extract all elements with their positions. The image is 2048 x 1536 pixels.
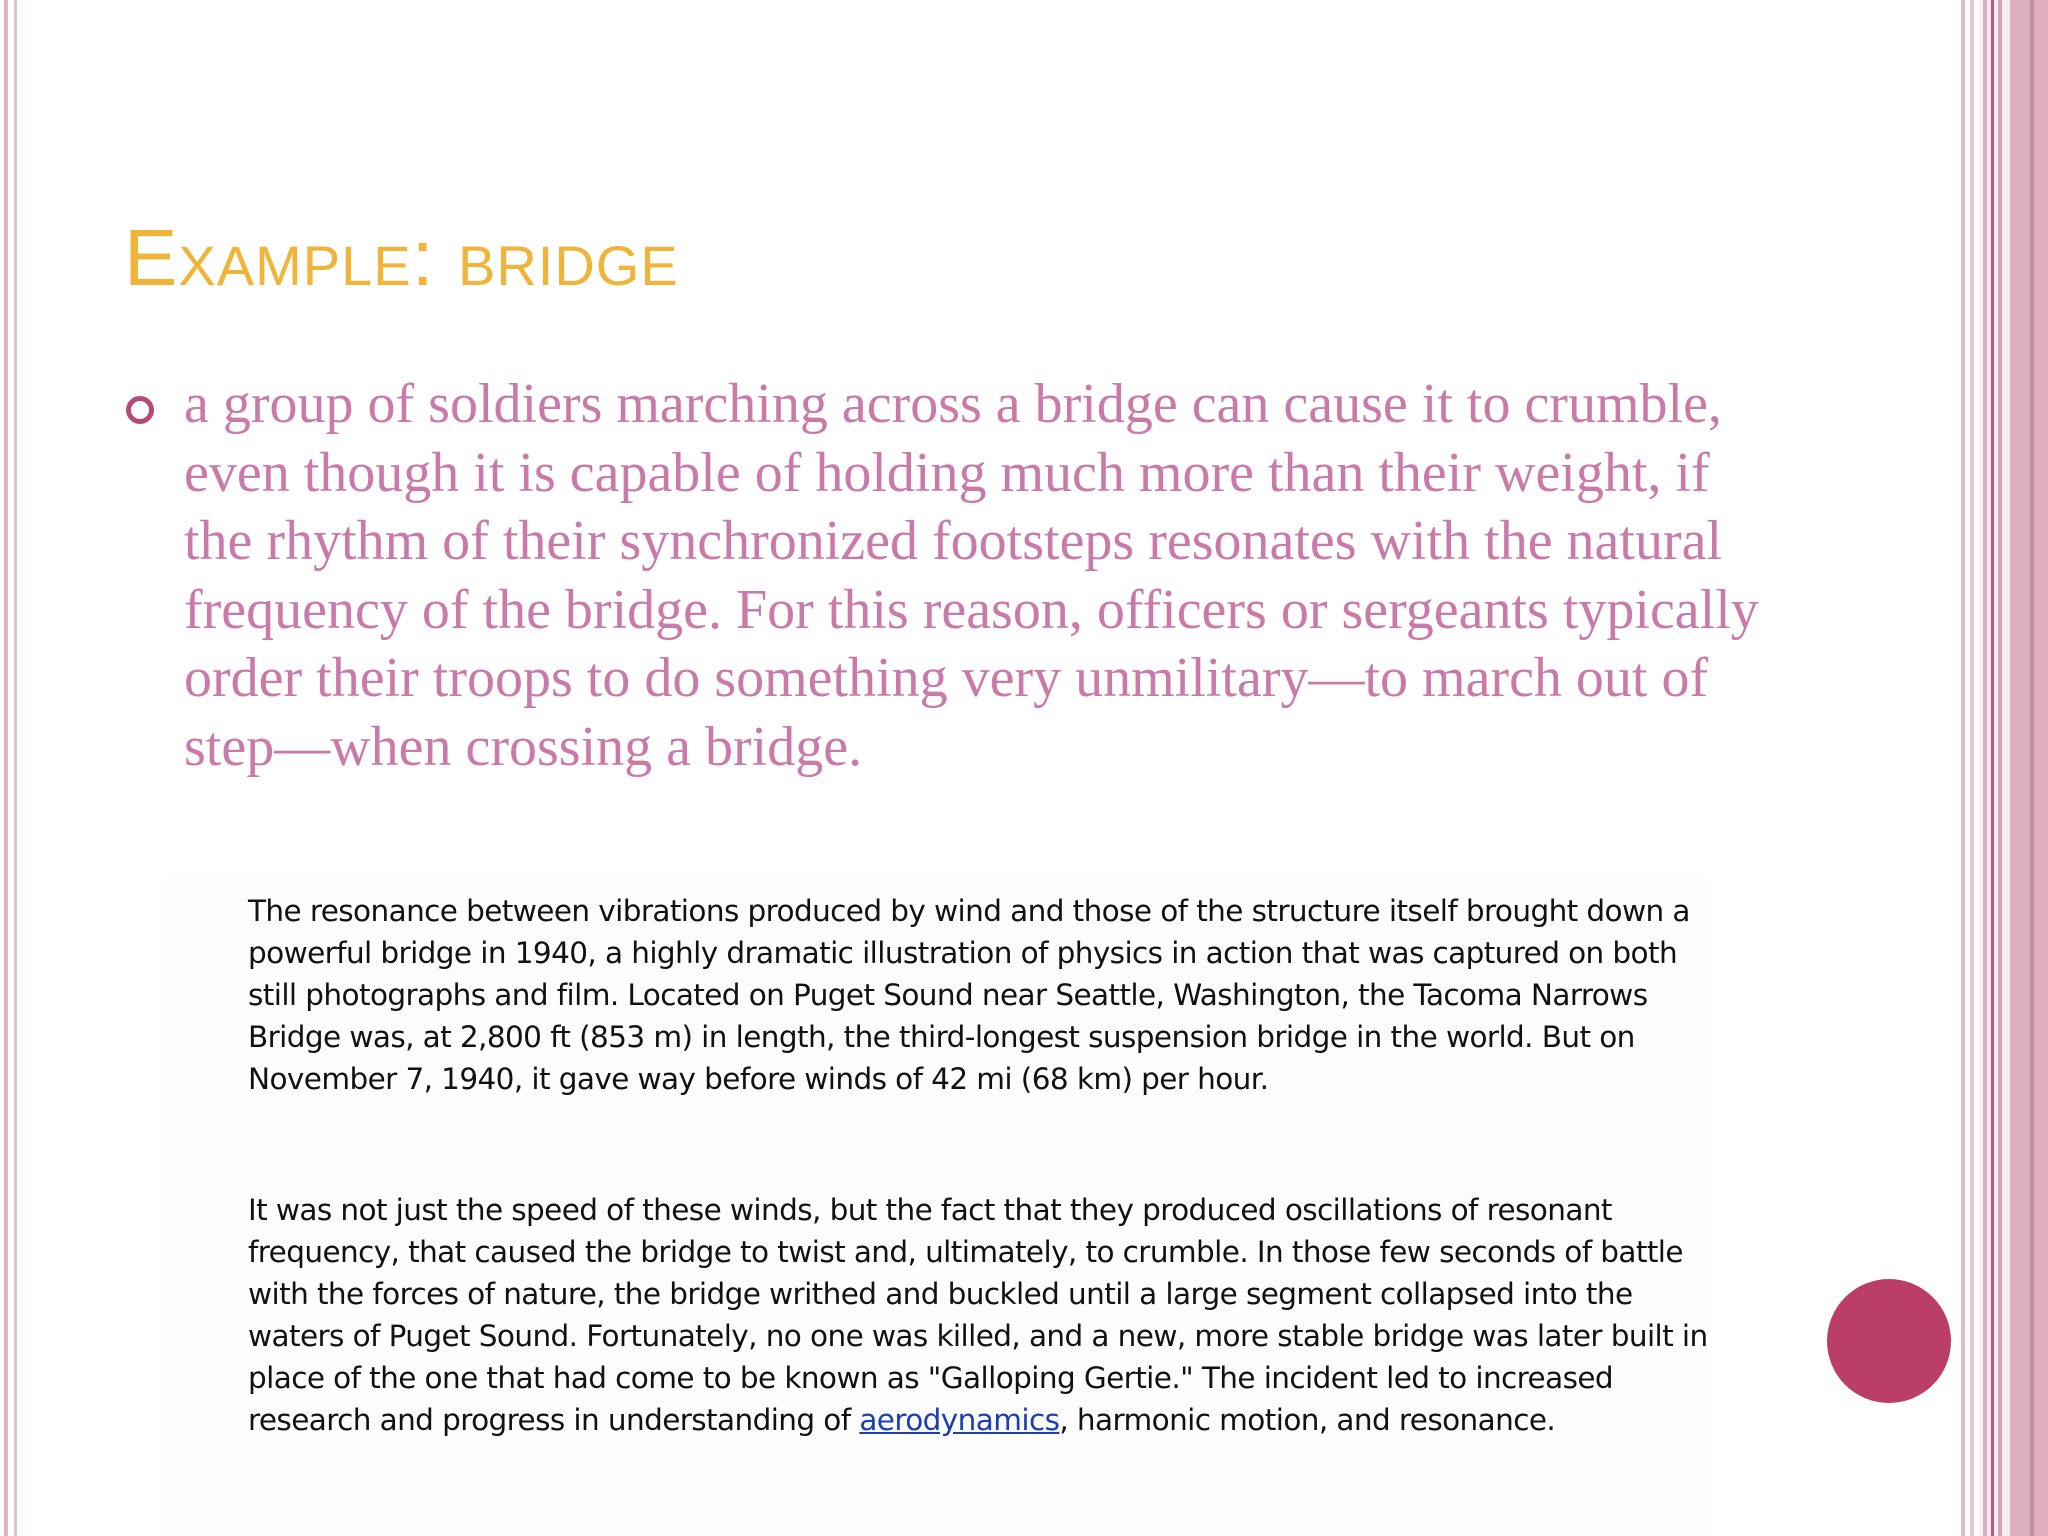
aerodynamics-link[interactable]: aerodynamics <box>859 1403 1060 1437</box>
excerpt-paragraph-2-end: , harmonic motion, and resonance. <box>1059 1403 1556 1437</box>
left-border-line <box>14 0 17 1536</box>
right-border-fill <box>2010 0 2048 1536</box>
excerpt-paragraph-2 <box>248 1189 1708 1441</box>
right-border-line <box>1970 0 1974 1536</box>
right-border-line <box>2030 0 2034 1536</box>
circle-bullet-icon <box>126 396 154 424</box>
right-border-line <box>1961 0 1965 1536</box>
excerpt-paragraph-1: The resonance between vibrations produced by wind and those of the structure itself brought down a powerful bridge in 1940, a highly dramatic illustration of physics in action that was captured on both still photographs and film. Located on Puget Sound near Seattle, Washington, the Tacoma Narrows Bridge was, at 2,800 ft (853 m) in length, the third-longest suspension bridge in the world. But on November 7, 1940, it gave way before winds of 42 mi (68 km) per hour. <box>248 894 1690 1096</box>
excerpt-paragraph-2-start: It was not just the speed of these winds, but the fact that they produced oscillations of resonant frequency, that caused the bridge to twist and, ultimately, to crumble. In those few seconds of battle with the forces of nature, the bridge writhed and buckled until a large segment collapsed into the waters of Puget Sound. Fortunately, no one was killed, and a new, more stable bridge was later built in place of the one that had come to be known as "Galloping Gertie." The incident led to increased research and progress in understanding of <box>248 1193 1708 1437</box>
right-border-line <box>1983 0 1987 1536</box>
left-border-line <box>4 0 8 1536</box>
decorative-circle <box>1827 1279 1951 1403</box>
bullet-text: a group of soldiers marching across a bridge can cause it to crumble, even though it is capable of holding much more than their weight, if the rhythm of their synchronized footsteps resonates with the natural frequency of the bridge. For this reason, officers or sergeants typically order their troops to do something very unmilitary—to march out of step—when crossing a bridge. <box>184 373 1759 778</box>
right-border-line <box>1998 0 2002 1536</box>
slide-title: Example: bridge <box>124 213 679 302</box>
right-border-line <box>1991 0 1994 1536</box>
excerpt-image <box>166 878 1706 1536</box>
